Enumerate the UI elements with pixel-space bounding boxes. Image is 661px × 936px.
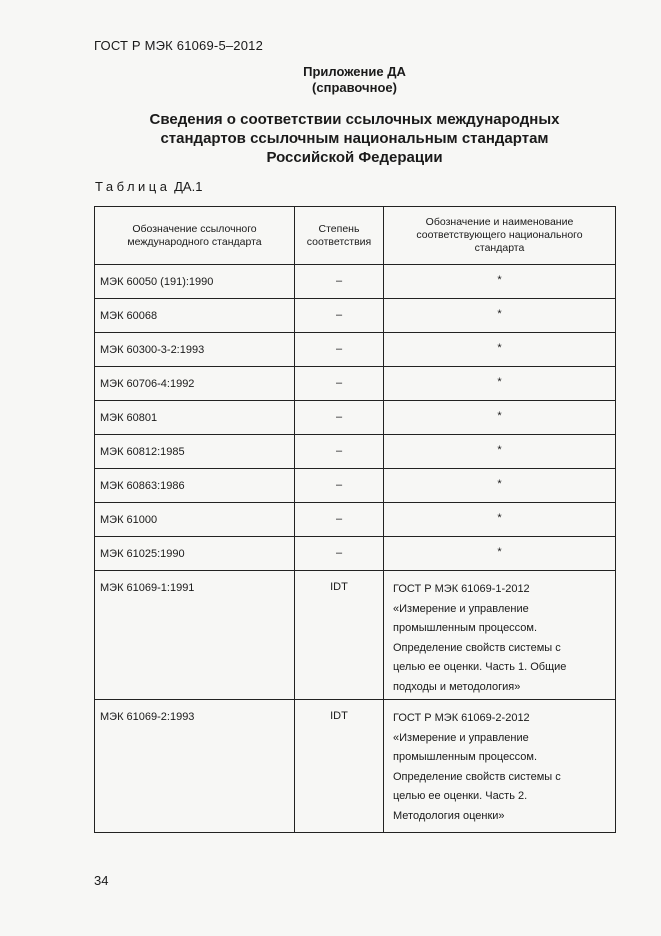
national-line: Определение свойств системы с	[393, 641, 561, 654]
national-cell: *	[384, 537, 616, 571]
header-ref-line-1: Обозначение ссылочного	[132, 222, 257, 235]
document-standard-header: ГОСТ Р МЭК 61069-5–2012	[94, 38, 264, 53]
degree-cell: –	[295, 469, 384, 503]
national-cell: *	[384, 469, 616, 503]
degree-cell: –	[295, 367, 384, 401]
national-cell: *	[384, 503, 616, 537]
ref-cell: МЭК 60300-3-2:1993	[95, 333, 295, 367]
table-row	[95, 700, 616, 833]
table-caption-word: Таблица	[95, 179, 171, 194]
degree-cell: –	[295, 401, 384, 435]
header-national-standard	[384, 207, 616, 265]
degree-cell: –	[295, 503, 384, 537]
national-cell	[384, 700, 616, 833]
ref-cell: МЭК 61069-1:1991	[95, 571, 295, 700]
annex-subtitle: (справочное)	[312, 80, 397, 95]
ref-cell: МЭК 60050 (191):1990	[95, 265, 295, 299]
ref-cell: МЭК 60706-4:1992	[95, 367, 295, 401]
national-cell: *	[384, 435, 616, 469]
national-cell	[384, 571, 616, 700]
national-cell: *	[384, 333, 616, 367]
section-title-line-3: Российской Федерации	[266, 149, 443, 166]
correspondence-table	[94, 206, 616, 833]
table-row	[95, 469, 616, 503]
table-row	[95, 435, 616, 469]
national-cell: *	[384, 265, 616, 299]
header-national-line-3: стандарта	[474, 242, 525, 254]
table-caption-number: ДА.1	[174, 179, 203, 194]
degree-cell: IDT	[295, 571, 384, 700]
degree-cell: –	[295, 435, 384, 469]
section-title-line-2: стандартов ссылочным национальным стандартам	[160, 130, 549, 147]
degree-cell: –	[295, 299, 384, 333]
degree-cell: –	[295, 265, 384, 299]
page-number: 34	[94, 873, 109, 888]
header-degree-line-2: соответствия	[306, 235, 372, 248]
table-row	[95, 537, 616, 571]
ref-cell: МЭК 61000	[95, 503, 295, 537]
section-title	[0, 110, 661, 167]
header-national-line-1: Обозначение и наименование	[425, 216, 574, 228]
national-line: целью ее оценки. Часть 2.	[393, 790, 528, 802]
national-line: «Измерение и управление	[393, 731, 529, 744]
degree-cell: –	[295, 333, 384, 367]
table-row	[95, 265, 616, 299]
table-caption	[95, 179, 202, 194]
ref-cell: МЭК 60812:1985	[95, 435, 295, 469]
header-ref-standard	[95, 207, 295, 265]
national-cell: *	[384, 401, 616, 435]
section-title-line-1: Сведения о соответствии ссылочных международных	[149, 111, 560, 128]
ref-cell: МЭК 61069-2:1993	[95, 700, 295, 833]
degree-cell: –	[295, 537, 384, 571]
table-row	[95, 571, 616, 700]
national-line: промышленным процессом.	[393, 751, 538, 763]
ref-cell: МЭК 60068	[95, 299, 295, 333]
header-degree-line-1: Степень	[318, 222, 360, 235]
national-line: подходы и методология»	[393, 680, 521, 693]
table-row	[95, 503, 616, 537]
table-header-row	[95, 207, 616, 265]
national-line: Определение свойств системы с	[393, 770, 561, 783]
degree-cell: IDT	[295, 700, 384, 833]
national-cell: *	[384, 367, 616, 401]
header-degree	[295, 207, 384, 265]
national-line: ГОСТ Р МЭК 61069-2-2012	[393, 712, 530, 724]
table-row	[95, 299, 616, 333]
table-row	[95, 367, 616, 401]
ref-cell: МЭК 60863:1986	[95, 469, 295, 503]
header-national-line-2: соответствующего национального	[416, 229, 583, 241]
header-ref-line-2: международного стандарта	[127, 235, 262, 248]
national-line: «Измерение и управление	[393, 602, 529, 615]
table-row	[95, 401, 616, 435]
annex-title-block	[0, 64, 661, 96]
national-line: ГОСТ Р МЭК 61069-1-2012	[393, 583, 530, 595]
national-line: целью ее оценки. Часть 1. Общие	[393, 661, 567, 673]
ref-cell: МЭК 61025:1990	[95, 537, 295, 571]
annex-title: Приложение ДА	[303, 64, 406, 79]
ref-cell: МЭК 60801	[95, 401, 295, 435]
national-line: Методология оценки»	[393, 809, 505, 822]
national-line: промышленным процессом.	[393, 622, 538, 634]
table-row	[95, 333, 616, 367]
national-cell: *	[384, 299, 616, 333]
